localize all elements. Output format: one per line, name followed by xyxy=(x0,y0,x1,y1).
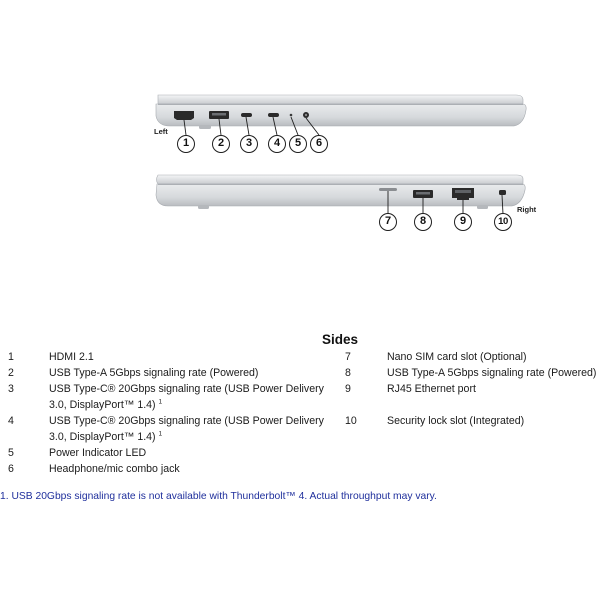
spec-row-8 xyxy=(345,365,600,381)
callout-3: 3 xyxy=(240,135,258,153)
spec-number: 8 xyxy=(345,367,351,379)
spec-row-1 xyxy=(8,349,338,365)
sides-title: Sides xyxy=(321,332,359,347)
sim-slot-icon xyxy=(379,188,397,191)
spec-text: Power Indicator LED xyxy=(49,447,147,459)
usb-c-port-icon xyxy=(241,113,252,117)
callout-2: 2 xyxy=(212,135,230,153)
footnote: 1. USB 20Gbps signaling rate is not available with Thunderbolt™ 4. Actual throughput may vary. xyxy=(0,491,437,502)
spec-number: 10 xyxy=(345,415,357,427)
callout-10: 10 xyxy=(494,213,512,231)
spec-number: 7 xyxy=(345,351,351,363)
spec-text: Security lock slot (Integrated) xyxy=(387,415,525,427)
callout-9: 9 xyxy=(454,213,472,231)
callout-7: 7 xyxy=(379,213,397,231)
spec-number: 2 xyxy=(8,367,14,379)
spec-row-10 xyxy=(345,413,600,429)
spec-text: USB Type-C® 20Gbps signaling rate (USB Power Delivery xyxy=(49,415,324,427)
spec-text: RJ45 Ethernet port xyxy=(387,383,476,395)
spec-number: 4 xyxy=(8,415,14,427)
spec-row-7 xyxy=(345,349,600,365)
spec-number: 1 xyxy=(8,351,14,363)
spec-text-continued: 3.0, DisplayPort™ 1.4) xyxy=(49,431,156,443)
spec-number: 9 xyxy=(345,383,351,395)
spec-text: USB Type-A 5Gbps signaling rate (Powered) xyxy=(387,367,597,379)
footnote-marker: 1 xyxy=(158,430,163,438)
spec-row-3 xyxy=(8,381,338,413)
spec-text: Headphone/mic combo jack xyxy=(49,463,180,475)
spec-row-9 xyxy=(345,381,600,397)
spec-row-4 xyxy=(8,413,338,445)
spec-number: 5 xyxy=(8,447,14,459)
footnote-marker: 1 xyxy=(158,398,163,406)
callout-4: 4 xyxy=(268,135,286,153)
spec-row-2 xyxy=(8,365,338,381)
spec-number: 6 xyxy=(8,463,14,475)
spec-number: 3 xyxy=(8,383,14,395)
callout-5: 5 xyxy=(289,135,307,153)
callout-1: 1 xyxy=(177,135,195,153)
laptop-right-side-illustration xyxy=(0,160,600,300)
spec-text: HDMI 2.1 xyxy=(49,351,94,363)
spec-text: USB Type-C® 20Gbps signaling rate (USB Power Delivery xyxy=(49,383,324,395)
spec-row-6 xyxy=(8,461,338,477)
callout-6: 6 xyxy=(310,135,328,153)
spec-text-continued: 3.0, DisplayPort™ 1.4) xyxy=(49,399,156,411)
security-lock-icon xyxy=(499,190,506,195)
spec-row-5 xyxy=(8,445,338,461)
right-side-label: Right xyxy=(517,205,537,214)
spec-text: USB Type-A 5Gbps signaling rate (Powered) xyxy=(49,367,259,379)
callout-8: 8 xyxy=(414,213,432,231)
hdmi-port-icon xyxy=(174,111,194,120)
power-led-icon xyxy=(290,114,293,117)
left-side-label: Left xyxy=(154,127,168,136)
spec-text: Nano SIM card slot (Optional) xyxy=(387,351,527,363)
usb-c-port-icon-2 xyxy=(268,113,279,117)
